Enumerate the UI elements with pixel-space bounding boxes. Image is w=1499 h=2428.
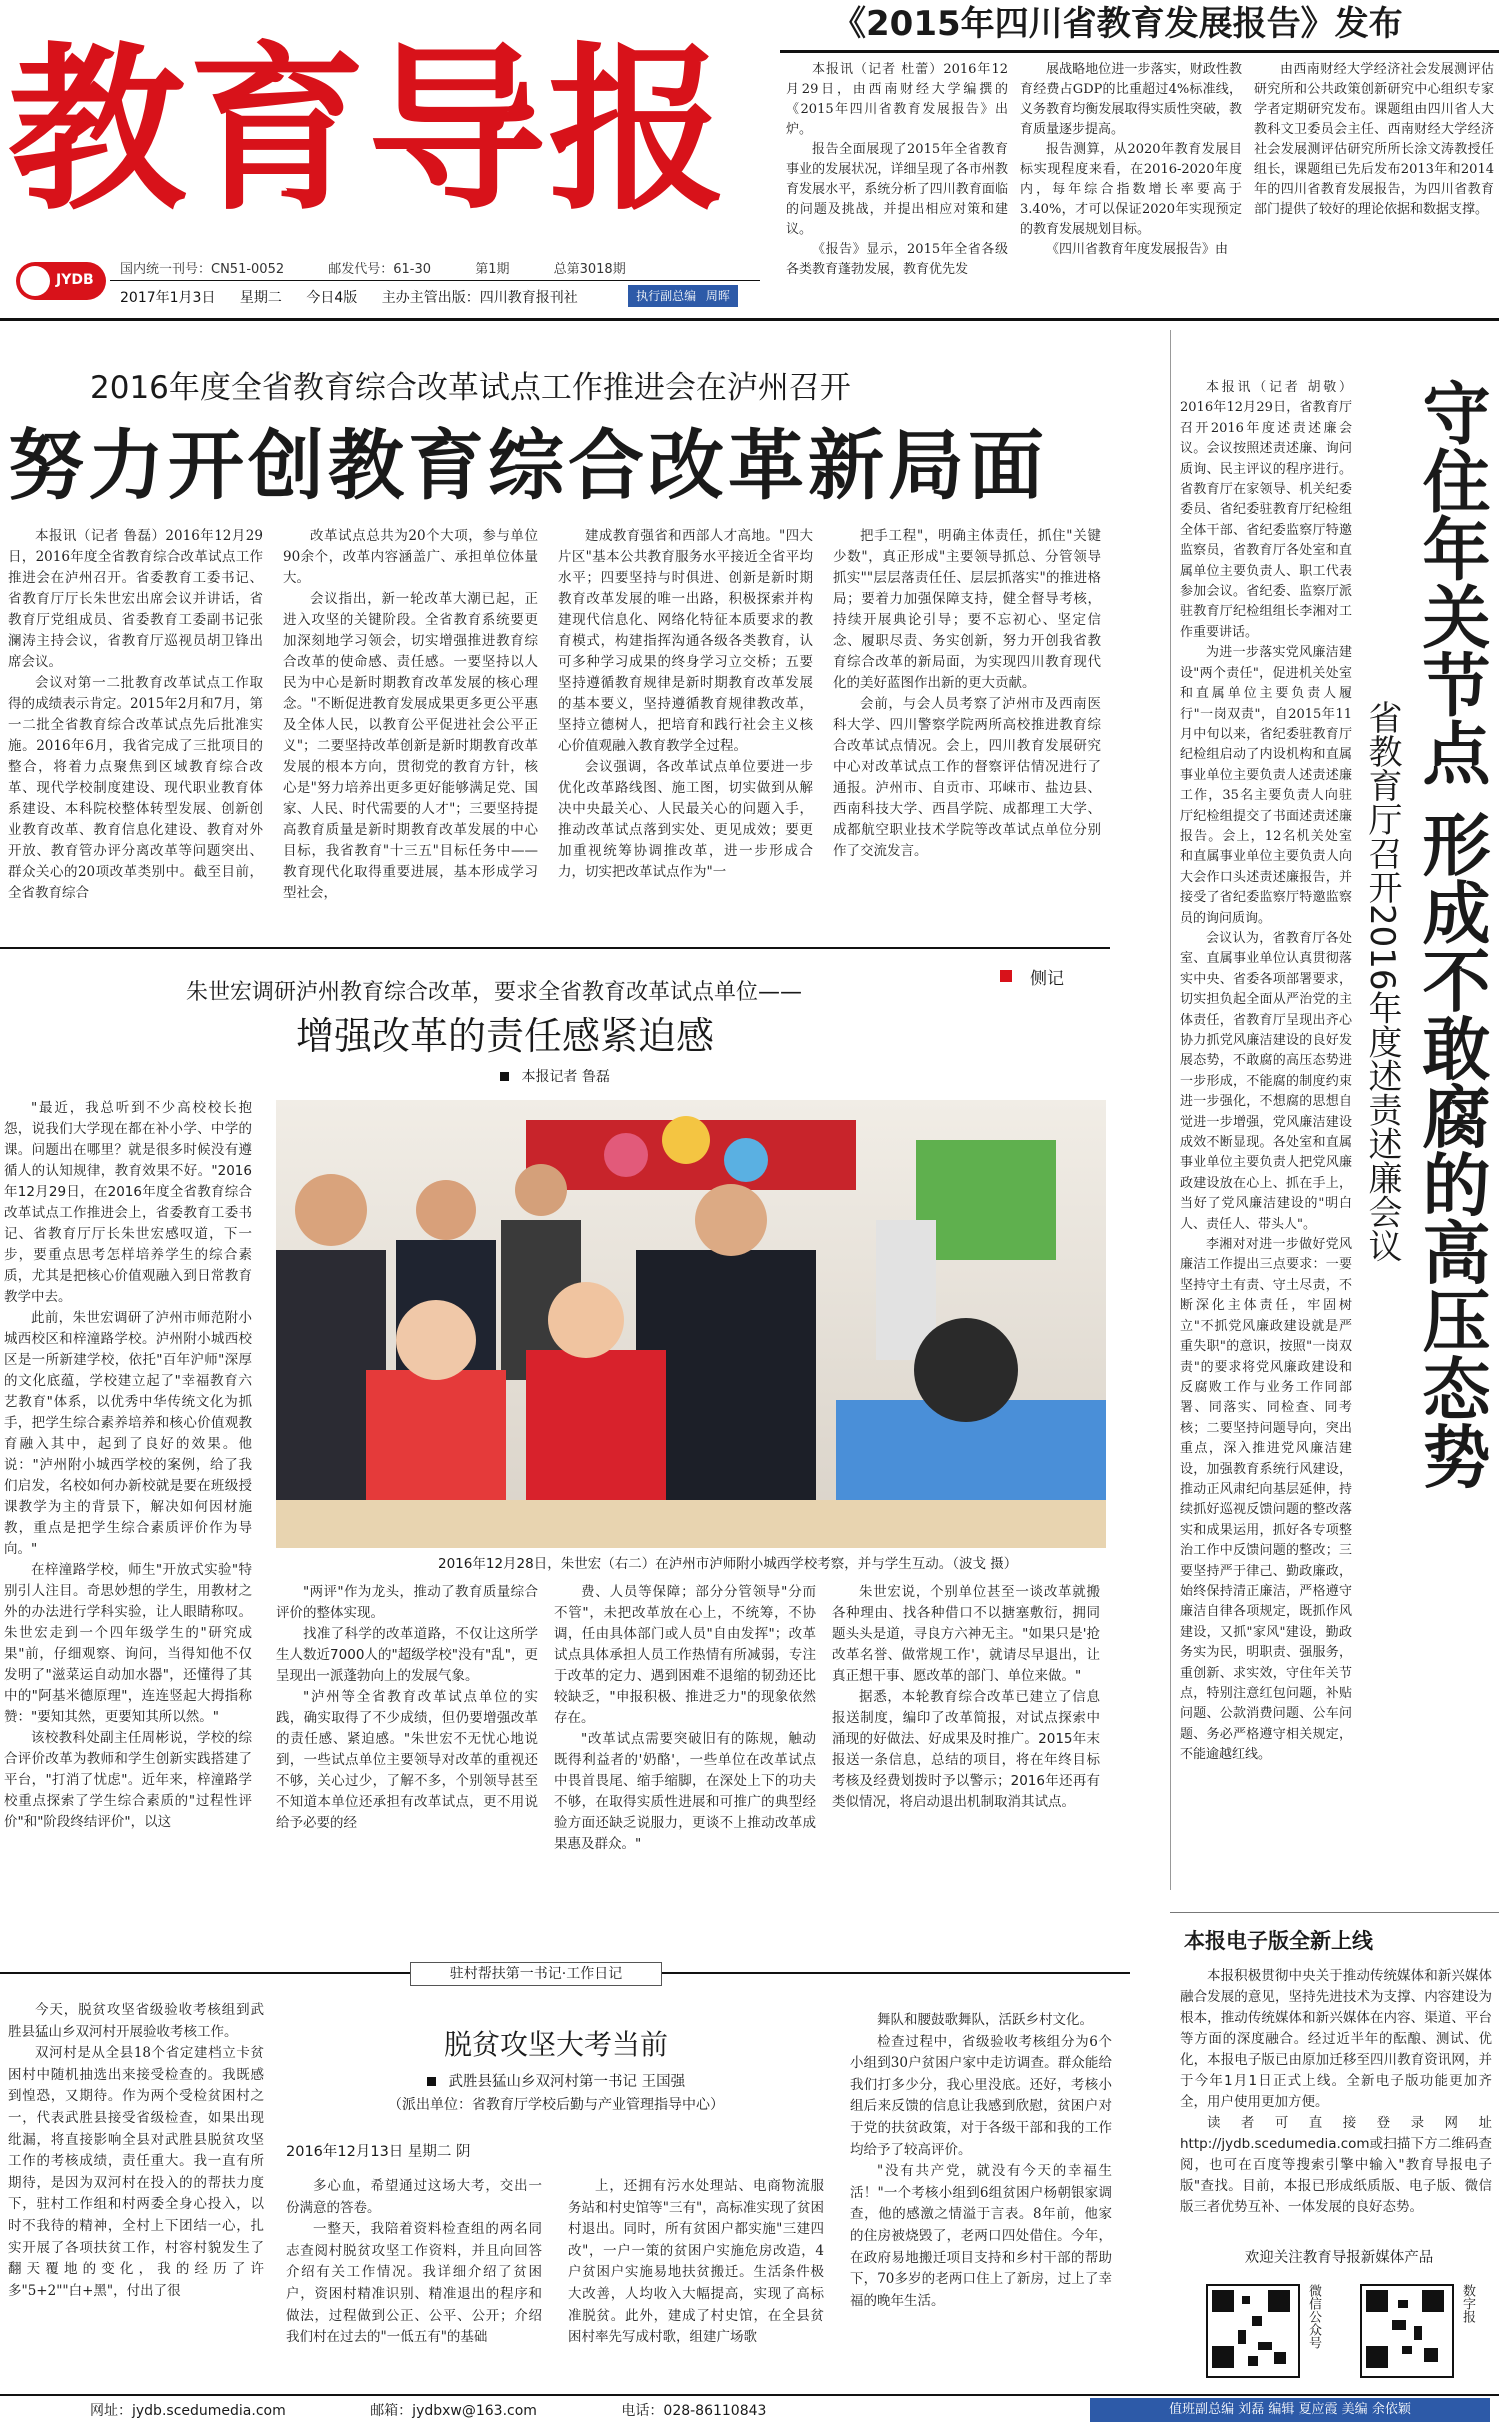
top-story-rule: [780, 50, 1499, 53]
second-headline: 增强改革的责任感紧迫感: [296, 1014, 715, 1058]
second-left-p3: 在梓潼路学校，师生"开放式实验"特别引人注目。奇思妙想的学生，用教材之外的办法进行学科实验，让人眼睛称叹。朱世宏走到一个四年级学生的"研究成果"前，仔细观察、询问，当得知他不仅发明了"滋菜运自动加水器"，还懂得了其中的"阿基米德原理"，连连竖起大拇指称赞："要知其然，更要知其所以然。": [4, 1562, 252, 1725]
poverty-right-p3: "没有共产党，就没有今天的幸福生活！"一个考核小组到6组贫困户杨朝银家调查，他的感激之情溢于言表。8年前，他家的住房被烧毁了，老两口四处借住。今年，在政府易地搬迁项目支持和乡村干部的帮助下，70多岁的老两口住上了新房，过上了幸福的晚年生活。: [850, 2163, 1112, 2309]
right-story-p3: 会议认为，省教育厅各处室、直属事业单位认真贯彻落实中央、省委各项部署要求，切实担负起全面从严治党的主体责任，省教育厅呈现出齐心协力抓党风廉洁建设的良好发展态势，不敢腐的高压态势进一步形成，不能腐的制度约束进一步强化，不想腐的思想自觉进一步增强，党风廉洁建设成效不断显现。各处室和直属事业单位主要负责人把党风廉政建设放在心上、抓在手上，当好了党风廉洁建设的"明白人、责任人、带头人"。: [1180, 930, 1352, 1232]
second-left-p1: "最近，我总听到不少高校校长抱怨，说我们大学现在都在补小学、中学的课。问题出在哪里？就是很多时候没有遵循人的认知规律，教育效果不好。"2016年12月29日，在2016年度全省教育综合改革试点工作推进会上，省委教育工委书记、省教育厅厅长朱世宏感叹道，下一步，要重点思考怎样培养学生的综合素质，尤其是把核心价值观融入到日常教育教学中去。: [4, 1100, 252, 1305]
poverty-right-p1: 舞队和腰鼓歌舞队，活跃乡村文化。: [877, 2012, 1093, 2028]
byline-marker: [500, 1072, 509, 1081]
issue-pages: 今日4版: [306, 290, 358, 306]
qr-icon: [1208, 2286, 1294, 2372]
footer-info: [90, 2400, 1090, 2420]
footer-email: 邮箱：jydbxw@163.com: [370, 2403, 537, 2419]
top-story-col-1-p3: 《报告》显示，2015年全省各级各类教育蓬勃发展，教育优先发: [786, 242, 1008, 277]
page-top-rule: [0, 318, 1499, 321]
lead-col-1-p1: 本报讯（记者 鲁磊）2016年12月29日，2016年度全省教育综合改革试点工作推进会在泸州召开。省委教育工委书记、省教育厅厅长朱世宏出席会议并讲话，省教育厅党组成员、省委教育工委副书记张澜涛主持会议，省教育厅巡视员胡卫锋出席会议。: [8, 528, 263, 670]
qr-block-digital: [1360, 2284, 1454, 2378]
info-total: 总第3018期: [553, 262, 626, 277]
poverty-date-line: 2016年12月13日 星期二 阴: [286, 2144, 471, 2160]
top-story-col-2-p3: 《四川省教育年度发展报告》由: [1046, 242, 1229, 257]
side-note-marker: [1000, 970, 1012, 982]
second-bottom-col-2: [554, 1582, 816, 1878]
second-bottom-col-1-p3: "泸州等全省教育改革试点单位的实践，确实取得了不少成绩，但仍要增强改革的责任感、紧迫感。"朱世宏不无忧心地说到，一些试点单位主要领导对改革的重视还不够，关心过少，了解不多，个别领导甚至不知道本单位还承担有改革试点，更不用说给予必要的经: [276, 1689, 538, 1831]
logo-icon: [20, 266, 50, 296]
lead-col-3: [558, 526, 813, 910]
second-bottom-col-1-p2: 找准了科学的改革道路，不仅让这所学生人数近7000人的"超级学校"没有"乱"，更呈现出一派蓬勃向上的发展气象。: [276, 1626, 538, 1684]
lead-col-4: [833, 526, 1101, 910]
info-issue: 第1期: [475, 262, 510, 277]
footer-rule: [0, 2394, 1499, 2396]
masthead-info-line: [120, 258, 740, 277]
top-story-col-2-p2: 报告测算，从2020年教育发展目标实现程度来看，在2016-2020年度内，每年综合指数增长率要高于3.40%，才可以保证2020年实现预定的教育发展规划目标。: [1020, 142, 1242, 237]
top-story-col-2: [1020, 60, 1242, 295]
editor-tag-name: 周晖: [705, 289, 730, 303]
digital-text-p1: 本报积极贯彻中央关于推动传统媒体和新兴媒体融合发展的意见，坚持先进技术为支撑、内容建设为根本，推动传统媒体和新兴媒体在内容、渠道、平台等方面的深度融合。经过近半年的酝酿、测试、优化，本报电子版已由原加迁移至四川教育资讯网，并于今年1月1日正式上线。全新电子版功能更加齐全，用户使用更加方便。: [1180, 1968, 1492, 2110]
masthead: [0, 0, 780, 300]
follow-label: 欢迎关注教育导报新媒体产品: [1244, 2250, 1434, 2266]
footer-credits: 值班副总编 刘磊 编辑 夏应霞 美编 余依颖: [1090, 2398, 1490, 2422]
lead-col-2-p2: 会议指出，新一轮改革大潮已起，正进入攻坚的关键阶段。全省教育系统要更加深刻地学习领会，切实增强推进教育综合改革的使命感、责任感。一要坚持以人民为中心是新时期教育改革发展的核心理念。"不断促进教育发展成果更多更公平惠及全体人民，以教育公平促进社会公平正义"；二要坚持改革创新是新时期教育改革发展的根本方向，贯彻党的教育方针，核心是"努力培养出更多更好能够满足党、国家、人民、时代需要的人才"；三要坚持提高教育质量是新时期教育改革发展的中心目标，我省教育"十三五"目标任务中——教育现代化取得重要进展，基本形成学习型社会，: [283, 591, 538, 901]
digital-text-p2: 读者可直接登录网址 http://jydb.scedumedia.com或扫描下方二维码查阅，也可在百度等搜索引擎中输入"教育导报电子版"查找。目前，本报已形成纸质版、电子版、微信版三者优势互补、一体发展的良好态势。: [1180, 2115, 1492, 2215]
news-photo: [276, 1100, 1106, 1548]
photo-caption: 2016年12月28日，朱世宏（右二）在泸州市泸师附小城西学校考察，并与学生互动。（波戈 摄）: [438, 1556, 1018, 1572]
qr-label-digital: 数字报: [1460, 2284, 1475, 2323]
poverty-right-p2: 检查过程中，省级验收考核组分为6个小组到30户贫困户家中走访调查。群众能给我们打多少分，我心里没底。还好，考核小组后来反馈的信息让我感到欣慰，贫困户对于党的扶贫政策，对于各级干部和我的工作均给予了较高评价。: [850, 2033, 1112, 2158]
second-bottom-col-2-p2: "改革试点需要突破旧有的陈规，触动既得利益者的'奶酪'，一些单位在改革试点中畏首畏尾、缩手缩脚，在深处上下的功夫不够，在取得实质性进展和可推广的典型经验方面还缺乏说服力，更谈不上推动改革成果惠及群众。": [554, 1731, 816, 1852]
second-bottom-col-1: [276, 1582, 538, 1878]
top-story-col-1-p1: 本报讯（记者 杜蕾）2016年12月29日，由西南财经大学编撰的《2015年四川省教育发展报告》出炉。: [786, 62, 1008, 137]
lead-col-2-p1: 改革试点总共为20个大项，参与单位90余个，改革内容涵盖广、承担单位体量大。: [283, 528, 538, 586]
masthead-rule: [110, 280, 760, 281]
top-story-col-1-p2: 报告全面展现了2015年全省教育事业的发展状况，详细呈现了各市州教育发展水平，系统分析了四川教育面临的问题及挑战，并提出相应对策和建议。: [786, 142, 1008, 237]
lead-col-3-p1: 建成教育强省和西部人才高地。"四大片区"基本公共教育服务水平接近全省平均水平；四要坚持与时俱进、创新是新时期教育改革发展的唯一出路，积极探索并构建现代信息化、网络化特征本质要求的教育模式，构建指挥沟通各级各类教育，认可多种学习成果的终身学习立交桥；五要坚持遵循教育规律是新时期教育改革发展的基本要义，坚持遵循教育规律教改革，坚持立德树人，把培育和践行社会主义核心价值观融入教育教学全过程。: [558, 528, 813, 754]
editor-tag: [628, 285, 738, 307]
footer-website: 网址：jydb.scedumedia.com: [90, 2403, 286, 2419]
lead-col-2: [283, 526, 538, 910]
digital-text: [1180, 1966, 1492, 2218]
masthead-char-4: 报: [548, 25, 726, 234]
top-story-col-2-p1: 展战略地位进一步落实，财政性教育经费占GDP的比重超过4%标准线，义务教育均衡发展取得实质性突破，教育质量逐步提高。: [1020, 62, 1242, 137]
masthead-char-3: 导: [368, 25, 546, 234]
lead-col-3-p2: 会议强调，各改革试点单位要进一步优化改革路线图、施工图，切实做到从解决中央最关心、人民最关心的问题入手，推动改革试点落到实处、更见成效；要更加重视统筹协调推改革，进一步形成合力，切实把改革试点作为"一: [558, 759, 813, 880]
lead-col-4-p1: 把手工程"，明确主体责任，抓住"关键少数"，真正形成"主要领导抓总、分管领导抓实""层层落责任任、层层抓落实"的推进格局；要着力加强保障支持，健全督导考核，持续开展典论引导；要不忘初心、坚定信念、履职尽责、务实创新，努力开创我省教育综合改革的新局面，为实现四川教育现代化的美好蓝图作出新的更大贡献。: [833, 528, 1101, 691]
issue-weekday: 星期二: [239, 290, 282, 306]
poverty-left-p2: 双河村是从全县18个省定建档立卡贫困村中随机抽选出来接受检查的。我既感到惶恐，又期待。作为两个受检贫困村之一，代表武胜县接受省级检查，如果出现纰漏，将直接影响全县对武胜县脱贫攻坚工作的考核成绩，责任重大。我一直有所期待，是因为双河村在投入的的帮扶力度下，驻村工作组和村两委全身心投入，以时不我待的精神，全村上下团结一心，扎实开展了各项扶贫工作，村容村貌发生了翻天覆地的变化，我的经历了许多"5+2""白+黑"，付出了很: [8, 2045, 264, 2299]
lead-headline: 努力开创教育综合改革新局面: [8, 421, 1048, 510]
news-photo-illustration: [276, 1100, 1106, 1548]
second-byline: [500, 1066, 800, 1086]
second-bottom-col-1-p1: "两评"作为龙头，推动了教育质量综合评价的整体实现。: [276, 1584, 538, 1621]
second-left-p4: 该校教科处副主任周彬说，学校的综合评价改革为教师和学生创新实践搭建了平台，"打消了忧虑"。近年来，梓潼路学校重点探索了学生综合素质的"过程性评价"和"阶段终结评价"，以这: [4, 1730, 252, 1830]
author-text: 武胜县猛山乡双河村第一书记 王国强: [448, 2074, 686, 2090]
poverty-section-label: 驻村帮扶第一书记·工作日记: [410, 1962, 662, 1986]
top-story-col-3: [1254, 60, 1494, 295]
logo-badge: [16, 262, 106, 300]
masthead-char-2: 育: [188, 25, 366, 234]
side-note-label: [1000, 964, 1100, 990]
issue-date: 2017年1月3日: [120, 290, 216, 306]
poverty-mid-col-1-p2: 一整天，我陪着资料检查组的两名同志查阅村脱贫攻坚工作资料，并且向回答介绍有关工作情况。我详细介绍了贫困户，资困村精准识别、精准退出的程序和做法，过程做到公正、公平、公开；介绍我们村在过去的"一低五有"的基础: [286, 2221, 542, 2346]
top-story-col-1: [786, 60, 1008, 295]
byline-text: 本报记者 鲁磊: [521, 1069, 610, 1085]
right-column-divider: [1170, 330, 1171, 1890]
lead-col-1: [8, 526, 263, 910]
logo-label: JYDB: [56, 272, 94, 288]
lead-kicker: 2016年度全省教育综合改革试点工作推进会在泸州召开: [90, 370, 851, 406]
second-left-p2: 此前，朱世宏调研了泸州市师范附小城西校区和梓潼路学校。泸州附小城西校区是一所新建学校，依托"百年沪师"深厚的文化底蕴，学校建立起了"幸福教育六艺教育"体系，以优秀中华传统文化为抓手，把学生综合素养培养和核心价值观教育融入其中，起到了良好的效果。他说："泸州附小城西学校的案例，给了我们启发，名校如何办新校就是要在班级授课教学为主的背景下，解决如何因材施教，重点是把学生综合素质评价作为导向。": [4, 1310, 252, 1557]
second-kicker: 朱世宏调研泸州教育综合改革，要求全省教育改革试点单位——: [186, 980, 803, 1005]
poverty-mid-col-1: [286, 2176, 542, 2376]
editor-tag-label: 执行副总编: [636, 289, 697, 303]
top-story-col-3-p1: 由西南财经大学经济社会发展测评估研究所和公共政策创新研究中心组织专家学者定期研究发布。课题组由四川省人大教科文卫委员会主任、西南财经大学经济社会发展测评估研究所所长涂文涛教授任组长，课题组已先后发布2013年和2014年的四川省教育发展报告，为四川省教育部门提供了较好的理论依据和数据支撑。: [1254, 62, 1494, 217]
masthead-char-1: 教: [8, 25, 186, 234]
issue-sponsor: 主办主管出版：四川教育报刊社: [381, 290, 578, 306]
second-bottom-col-2-p1: 费、人员等保障；部分分管领导"分而不管"，未把改革放在心上，不统筹，不协调，任由具体部门或人员"自由发挥"；改革试点具体承担人员工作热情有所减弱，专注于改革的定力、遇到困难不退缩的韧劲还比较缺乏，"申报积极、推进乏力"的现象依然存在。: [554, 1584, 816, 1726]
top-story-headline: 《2015年四川省教育发展报告》发布: [832, 4, 1403, 44]
lead-col-1-p2: 会议对第一二批教育改革试点工作取得的成绩表示肯定。2015年2月和7月，第一二批全省教育综合改革试点先后批准实施。2016年6月，我省完成了三批项目的整合，将着力点聚焦到区域教育综合改革、现代学校制度建设、现代职业教育体系建设、本科院校整体转型发展、创新创业教育改革、教育信息化建设、教育对外开放、教育管办评分离改革等问题突出、群众关心的20项改革类别中。截至目前，全省教育综合: [8, 675, 263, 901]
footer-phone: 电话：028-86110843: [621, 2403, 767, 2419]
right-story-p4: 李湘对对进一步做好党风廉洁工作提出三点要求：一要坚持守土有责、守土尽责，不断深化主体责任，牢固树立"不抓党风廉政建设就是严重失职"的意识，按照"一岗双责"的要求将党风廉政建设和反腐败工作与业务工作同部署、同落实、同检查、同考核；二要坚持问题导向，突出重点，深入推进党风廉洁建设，加强教育系统行风建设，推动正风肃纪向基层延伸，持续抓好巡视反馈问题的整改落实和成果运用，抓好各专项整治工作中反馈问题的整改；三要坚持严于律己、勤政廉政，始终保持清正廉洁，严格遵守廉洁自律各项规定，既抓作风建设，又抓"家风"建设，勤政务实为民，明职责、强服务，重创新、求实效，守住年关节点，特别注意红包问题，补贴问题、公款消费问题、公车问题、务必严格遵守相关规定，不能逾越红线。: [1180, 1237, 1352, 1763]
right-story-text: [1180, 378, 1352, 1883]
right-story-p2: 为进一步落实党风廉洁建设"两个责任"，促进机关处室和直属单位主要负责人履行"一岗双责"，自2015年11月中旬以来，省纪委驻教育厅纪检组启动了内设机构和直属事业单位主要负责人述责述廉工作，35名主要负责人向驻厅纪检组提交了书面述责述廉报告。会上，12名机关处室和直属事业单位主要负责人向大会作口头述责述廉报告，并接受了省纪委监察厅特邀监察员的询问质询。: [1180, 645, 1352, 926]
right-kicker: 省教育厅召开2016年度述责述廉会议: [1362, 700, 1402, 1263]
poverty-affiliation: （派出单位：省教育厅学校后勤与产业管理指导中心）: [388, 2097, 724, 2113]
side-note-text: 侧记: [1030, 969, 1064, 989]
poverty-mid-col-1-p1: 多心血，希望通过这场大考，交出一份满意的答卷。: [286, 2178, 542, 2216]
lead-col-4-p2: 会前，与会人员考察了泸州市及西南医科大学、四川警察学院两所高校推进教育综合改革试点情况。会上，四川教育发展研究中心对改革试点工作的督察评估情况进行了通报。泸州市、自贡市、邛崃市、盐边县、西南科技大学、西昌学院、成都理工大学、成都航空职业技术学院等改革试点单位分别作了交流发言。: [833, 696, 1101, 859]
poverty-mid-col-2: [568, 2176, 824, 2376]
author-marker: [427, 2077, 436, 2086]
second-bottom-col-3-p2: 据悉，本轮教育综合改革已建立了信息报送制度，编印了改革简报，对试点探索中涌现的好做法、好成果及时推广。2015年末报送一条信息，总结的项目，将在年终目标考核及经费划拨时予以警示；2016年还再有类似情况，将启动退出机制取消其试点。: [832, 1689, 1100, 1810]
second-bottom-col-3: [832, 1582, 1100, 1878]
second-bottom-col-3-p1: 朱世宏说，个别单位甚至一谈改革就搬各种理由、找各种借口不以搪塞敷衍，拥同题头头是道，寻良方六神无主。"如果只是'抢改革名誉、做常规工作'，就请尽早退出，让真正想干事、愿改革的部门、单位来做。": [832, 1584, 1100, 1684]
right-story-p1: 本报讯（记者 胡敬）2016年12月29日，省教育厅召开2016年度述责述廉会议。会议按照述责述廉、询问质询、民主评议的程序进行。省教育厅在家领导、机关纪委委员、省纪委驻教育厅纪检组全体干部、省纪委监察厅特邀监察员，省教育厅各处室和直属单位主要负责人、职工代表参加会议。省纪委、监察厅派驻教育厅纪检组组长李湘对工作重要讲话。: [1180, 380, 1352, 640]
poverty-right-col: [850, 2010, 1112, 2380]
poverty-mid-col-2-p1: 上，还拥有污水处理站、电商物流服务站和村史馆等"三有"，高标准实现了贫困村退出。同时，所有贫困户都实施"三建四改"，一户一策的贫困户实施危房改造，4户贫困户实施易地扶贫搬迁。生活条件极大改善，人均收入大幅提高，实现了高标准脱贫。此外，建成了村史馆，在全县贫困村率先写成村歌，组建广场歌: [568, 2178, 824, 2346]
digital-rule: [1170, 1912, 1499, 1913]
poverty-author: [286, 2070, 826, 2091]
second-left-col: [4, 1098, 252, 1868]
qr-icon: [1362, 2286, 1448, 2372]
info-issn: 国内统一刊号：CN51-0052: [120, 262, 285, 277]
second-story-rule: [0, 947, 1110, 949]
poverty-left-p1: 今天，脱贫攻坚省级验收考核组到武胜县猛山乡双河村开展验收考核工作。: [8, 2002, 264, 2040]
poverty-left-col: [8, 2000, 264, 2380]
digital-headline: 本报电子版全新上线: [1184, 1929, 1373, 1953]
right-headline: 守住年关节点 形成不敢腐的高压态势: [1411, 378, 1490, 1490]
qr-label-wechat: 微信公众号: [1306, 2284, 1321, 2349]
info-postal: 邮发代号：61-30: [328, 262, 432, 277]
qr-block-wechat: [1206, 2284, 1300, 2378]
poverty-headline: 脱贫攻坚大考当前: [443, 2028, 668, 2061]
